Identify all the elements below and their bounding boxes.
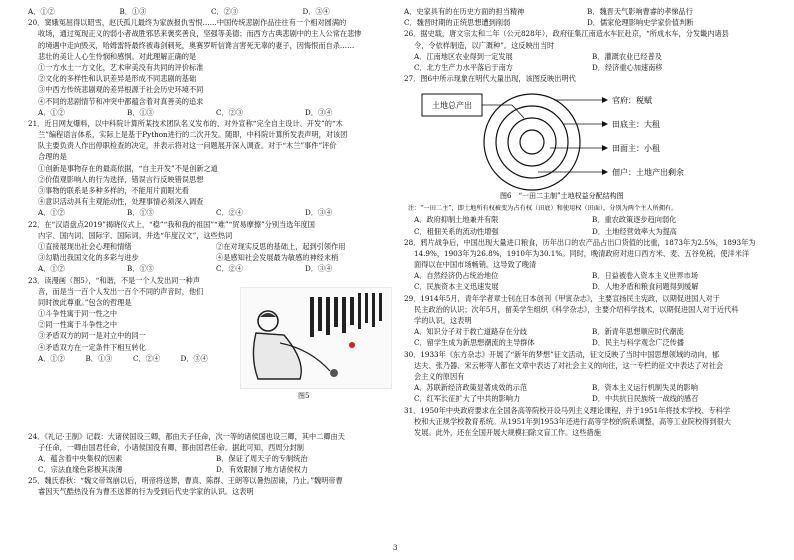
question-24 <box>28 431 394 476</box>
statement: ②价值观影响人的行为选择，错误言行反映错误思想 <box>38 174 204 184</box>
q29-options <box>404 337 770 348</box>
figure-caption: 图6 “一田二主制”土地权益分配结构图 <box>500 192 624 201</box>
question-line: 子任命，一卿由国君任命，小诸侯国没有卿，都由国君任命。据此可知，西周分封制 <box>38 442 304 452</box>
statement: ④是感知社会发展最为敏感的神经末梢 <box>216 253 339 263</box>
q25-options <box>404 17 770 28</box>
question-line: 14.9%，1903年为26.8%，1910年为30.1%。同时，晚清政府对进口西方米、麦、五谷免税，使洋米洋 <box>414 248 750 258</box>
question-23-text <box>28 275 228 365</box>
option: A．蕴含着中央集权的因素 <box>38 453 123 463</box>
option: D．民主与科学观念广泛传播 <box>592 338 685 348</box>
option: D．③④ <box>305 107 333 117</box>
q25-options <box>404 6 770 17</box>
option: B．保证了周天子的专制统治 <box>216 453 308 463</box>
q22-options <box>28 263 394 274</box>
option: D．儒家伦理影响史学家价值判断 <box>587 18 694 28</box>
cartoon-figure-5 <box>240 287 392 389</box>
statement: ④不同的悲剧情节和冲突中都蕴含着对真善美的追求 <box>38 96 204 106</box>
question-line: 27．图6中所示现象在明代大量出现，该图反映出明代 <box>404 74 576 84</box>
option: C．②④ <box>133 353 161 363</box>
q26-options <box>404 51 770 62</box>
q27-options <box>404 226 770 237</box>
figure-6 <box>404 84 770 214</box>
box-label: 土地总产出 <box>432 101 472 111</box>
option: C．②③ <box>211 7 239 16</box>
question-line: 校和大正规学校教育系统。从1951年到1953年还进行高等学校的院系调整，高等工业院校得到很大 <box>414 416 731 426</box>
option: A．①② <box>28 7 55 16</box>
question-line: 的境遇中走向毁灭，哈姆雷特最终被毒剑刺死，奥赛罗听信谗言害死无辜的妻子，因悔恨而自杀…… <box>38 40 355 50</box>
question-line: 26．据史载，唐文宗太和二年（公元828年），政府征集江南造水车匠赴京，“所成水车，分发畿内诸县 <box>404 29 729 39</box>
q24-options <box>28 464 394 475</box>
question-line: 23．读漫画（图5），“和谐，不是一个人发出同一种声 <box>28 275 200 285</box>
option: A．①② <box>38 208 65 218</box>
option: B．资本主义运行机制失灵的影响 <box>592 383 698 393</box>
question-line: 21．近日网友爆料，以中科院计算所某技术团队名义发布的、对外宣称“完全自主设计、开发”的“木 <box>28 118 343 128</box>
question-20 <box>28 17 394 118</box>
question-line: 20．窦娥冤屈得以昭雪，赵氏孤儿最终为家族报仇雪恨……中国传统悲剧作品往往有一个相对圆满的 <box>28 18 347 28</box>
q30-options <box>404 382 770 393</box>
option: B．①③ <box>127 264 154 274</box>
question-26 <box>404 28 770 73</box>
statement: ③中西方传统悲剧观的差异根源于社会历史环境不同 <box>38 85 204 95</box>
question-23 <box>28 275 394 431</box>
option: C．红军长征扩大了中共的影响力 <box>414 394 521 404</box>
option: C．留学生成为新思想潮流的主导群体 <box>414 338 535 348</box>
question-line: 31．1950年中央政府要求在全国各高等院校开设马列主义理论课程，并于1951年将技术学校、专科学 <box>404 405 731 415</box>
option: B．①③ <box>119 7 147 16</box>
option: B．新青年思想顺应时代潮流 <box>592 327 684 337</box>
question-line: 学的认识。这表明 <box>414 316 472 325</box>
q24-options <box>28 453 394 464</box>
question-line: 面得以在中国市场畅销。这导致了晚清 <box>414 260 537 270</box>
q22-statements <box>28 252 394 263</box>
question-28 <box>404 237 770 293</box>
option: D．土地经营效率大为提高 <box>592 226 677 236</box>
statement: ①直接展现出社会心理和情绪 <box>38 241 132 251</box>
option: A．自然经济仍占统治地位 <box>414 271 499 281</box>
question-21 <box>28 118 394 219</box>
question-line: 收场，通过冤现正义的弱小者战胜邪恶来褒奖善良，坚强等美德；而西方古典悲剧中的主人公常在悲惨 <box>38 29 362 39</box>
option: C．②④ <box>216 208 244 218</box>
question-line: 24．《礼记·王制》记载：大诸侯国设三卿，都由天子任命，次一等的诸侯国也设三卿，其中二卿由天 <box>28 431 345 441</box>
question-31 <box>404 405 770 439</box>
option: B．重农政策逐步趋向弱化 <box>592 215 677 225</box>
option: C．北方生产力水平落后于南方 <box>414 62 513 72</box>
statement: ①一方水土一方文化，艺术审美没有共同的评价标准 <box>38 62 204 72</box>
question-line: 兰”编程语言体系，实际上是基于Python进行的二次开发。随即，中科院计算所发表声明，对该团 <box>38 130 348 140</box>
option: A．①② <box>38 264 65 274</box>
figure-caption: 图5 <box>298 391 310 400</box>
option: D．有效限制了地方诸侯权力 <box>216 465 309 475</box>
q27-options <box>404 214 770 225</box>
question-line: 29．1914年5月，青年学者章士钊在日本创刊《甲寅杂志》，主要宣扬民主宪政，以期促进国人对于 <box>404 293 720 303</box>
option: A．江南地区农业得到一定发展 <box>414 51 513 61</box>
statement: ③矛盾双方的同一是对立中的同一 <box>38 331 146 341</box>
option: C．②④ <box>216 264 244 274</box>
option: A．苏联新经济政策显著成效的示范 <box>414 383 528 393</box>
option: A．①② <box>38 107 65 117</box>
option: B．魏晋天气影响曹睿的孝悌品行 <box>587 7 693 16</box>
option: B．①③ <box>127 107 154 117</box>
left-column <box>28 6 394 498</box>
figure-note: 注：“一田二主”，即土地所有权被变为占有权（田底）和使用权（田面），分别为两个主人所拥有。 <box>408 205 678 213</box>
question-line: 发展。此外，还在全国开展大规模扫除文盲工作。这些措施 <box>414 427 601 437</box>
option: D．③④ <box>305 264 333 274</box>
q20-options <box>28 107 394 118</box>
question-line: 达夫、张乃器、宋云彬等人都在文章中表达了对社会主义的向往，这一专栏的征文中表达了对社会 <box>414 360 724 370</box>
option: B．①③ <box>85 353 113 363</box>
question-line: 22．在“汉语盘点2019”揭晓仪式上，“稳”“我和我的祖国”“难”“贸易摩擦”分别当选年度国 <box>28 219 315 229</box>
q22-statements <box>28 241 394 252</box>
q29-options <box>404 326 770 337</box>
statement: ②文化的多样性和认识差异是形成不同悲剧的基础 <box>38 74 197 84</box>
right-column <box>404 6 770 438</box>
question-line: 30．1933年《东方杂志》开展了“新年的梦想”征文活动，征文反映了当时中国思想领域的动向，郁 <box>404 349 720 359</box>
question-22 <box>28 219 394 275</box>
question-line: 音，而是当一百个人发出一百个不同的声音时，他们 <box>38 286 204 296</box>
option: C．民族资本主义迅速发展 <box>414 282 499 292</box>
q23-options <box>28 353 228 364</box>
option: A．史家具有的在历史方面的担当精神 <box>404 7 525 16</box>
ring-label: 田底主：大租 <box>612 120 660 130</box>
option: D．中共抗日民族统一战线的感召 <box>592 394 699 404</box>
question-line: 会主义的原因有 <box>414 371 465 381</box>
statement: ①斗争性寓于同一性之中 <box>38 309 118 319</box>
ring-label: 田面主：小租 <box>612 144 660 154</box>
question-line: 民主政治的认识；次年5月，留美学生组织《科学杂志》，主要介绍科学技术，以期促进国人对于近代科 <box>414 304 739 314</box>
statement: ③勾勒出我国文化的多彩与进步 <box>38 253 139 263</box>
option: B．日益被卷入资本主义世界市场 <box>592 271 698 281</box>
option: A．①② <box>38 353 65 363</box>
statement: ②同一性寓于斗争性之中 <box>38 320 118 330</box>
question-line: 25．魏氏春秋：“魏文帝驾崩以后，明帝将送葬，曹真、陈群、王朗等以暑热固谏，乃止。”魏明帝曹 <box>28 476 343 486</box>
question-line: 队主要负责人作出停职检查的决定，并表示将对这一问题展开深入调查。对于“木兰”事件”评价 <box>38 141 337 151</box>
option: C．租佃关系的流动性增强 <box>414 226 499 236</box>
question-line: 同时彼此尊重。”包含的哲理是 <box>38 297 132 307</box>
statement: ②在对现实反思的基础上，起到引领作用 <box>216 241 346 251</box>
question-25 <box>28 475 394 497</box>
statement: ①创新是事物存在的最高依据，“自主开发”不是创新之道 <box>38 163 218 173</box>
option: C．宗法血缘色彩极其淡薄 <box>38 465 123 475</box>
q26-options <box>404 62 770 73</box>
option: A．知识分子对于救亡道路存在分歧 <box>414 327 528 337</box>
question-line: 合理的是 <box>38 152 67 162</box>
question-30 <box>404 349 770 405</box>
question-line: 睿因天气酷热没有为曹丕送葬的行为受到后代史学家的认识。这表明 <box>38 487 254 497</box>
option: D．③④ <box>305 208 333 218</box>
q21-options <box>28 207 394 218</box>
option: D．③④ <box>180 353 208 363</box>
statement: ③事物的联系是多种多样的，不能用片面眼光看 <box>38 186 189 195</box>
land-rights-diagram <box>404 84 770 214</box>
option: C．②③ <box>216 107 244 117</box>
statement: ④矛盾双方在一定条件下相互转化 <box>38 342 146 352</box>
q19-options <box>28 6 394 17</box>
q28-options <box>404 270 770 281</box>
option: D．人地矛盾和粮食问题得到缓解 <box>592 282 699 292</box>
question-29 <box>404 293 770 349</box>
option: D．经济重心加速南移 <box>592 62 663 72</box>
option: B．①③ <box>127 208 154 218</box>
statement: ④意识活动具有主观能动性，处理事情必须深入调查 <box>38 197 204 207</box>
ring-label: 佃户：土地产出剩余 <box>612 168 684 178</box>
question-line: 悲壮的美让人心生怜悯和感恫。对此理解正确的是 <box>38 51 197 61</box>
option: D．③④ <box>302 7 330 16</box>
option: B．灌溉农业已经普及 <box>592 51 662 61</box>
page-number: 3 <box>393 544 398 552</box>
q30-options <box>404 393 770 404</box>
q28-options <box>404 281 770 292</box>
question-line: 令，令依样制造，以广溉种”。这反映出当时 <box>414 40 555 50</box>
ring-label: 官府：税赋 <box>612 96 652 106</box>
option: A．政府抑制土地兼并有限 <box>414 215 499 225</box>
option: C．魏晋时期的正统思想遭到削弱 <box>404 18 511 28</box>
question-line: 28．鸦片战争后，中国出现大量进口粮食，历年出口的农产品占出口货值的比重，1873年为2.5%，1893年为 <box>404 237 756 247</box>
question-line: 内字、国内词、国际字、国际词。并选“年度汉文”，这些热词 <box>38 230 233 240</box>
question-27 <box>404 73 770 237</box>
